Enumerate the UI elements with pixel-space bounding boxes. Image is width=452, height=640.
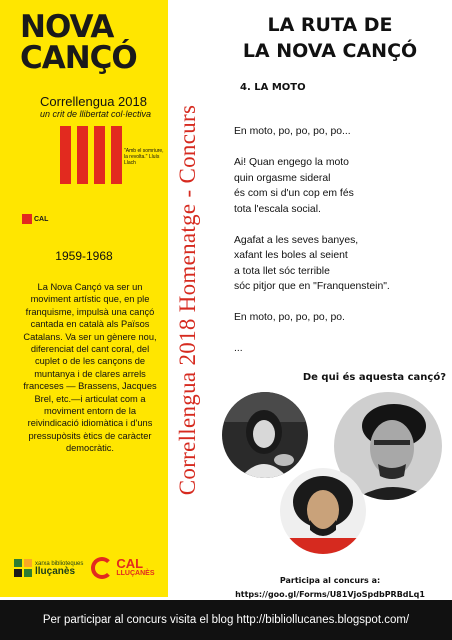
lyrics-stanza: [234, 310, 446, 326]
poster-title-line2: CANÇÓ: [20, 40, 137, 76]
lyrics-line: En moto, po, po, po, po.: [234, 312, 345, 323]
vertical-banner: [168, 0, 208, 597]
lyrics-line: Agafat a les seves banyes,: [234, 234, 359, 246]
cal-circle-icon: [91, 557, 113, 579]
page-title-line1: LA RUTA DE: [267, 14, 393, 36]
lyrics-line: En moto, po, po, po, po...: [234, 126, 351, 137]
xarxa-small-label: xarxa biblioteques: [35, 561, 84, 567]
lyrics-stanza: [234, 155, 446, 217]
history-text: La Nova Cançó va ser un moviment artístic que, en ple franquisme, impulsà una cançó cantada en català als Països Catalans. Va ser un gènere nou, diferenciat del cant coral, del cuplet o de les cançons de muntanya i de clares arrels franceses — Brassens, Jacques Brel, etc.—i articulat com a moviment entorn de la reivindicació idiomàtica i d'uns pressupòsits ètics de caràcter democràtic.: [23, 282, 157, 454]
senyera-stripes: [60, 126, 122, 184]
lyrics-stanza: [234, 124, 446, 140]
xarxa-blocks-icon: [14, 559, 32, 577]
lyrics-line: ...: [234, 343, 243, 354]
poster-cal-logo: [22, 214, 48, 224]
page-title-line2: LA NOVA CANÇÓ: [242, 40, 418, 62]
lyrics-line: sóc pitjor que en "Franquenstein".: [234, 281, 390, 292]
participa-label: Participa al concurs a:: [279, 576, 381, 585]
lyrics-line: quin orgasme sideral: [234, 172, 331, 184]
poster-title: [20, 9, 137, 76]
lyrics-line: xafant les boles al seient: [234, 250, 348, 261]
page-title: [208, 12, 452, 64]
correllengua-poster: [16, 8, 164, 230]
footer-blog-text[interactable]: Per participar al concurs visita el blog http://bibliollucanes.blogspot.com/: [42, 614, 410, 626]
lyrics-line: és com si d'un cop em fés: [234, 188, 354, 199]
sponsor-logos: [14, 548, 164, 588]
cal-mark-icon: [22, 214, 32, 224]
singer-photo-1: [222, 392, 308, 478]
lyrics-stanza: [234, 233, 446, 295]
song-lyrics: [234, 124, 446, 372]
poster-subtitle: Correllengua 2018: [40, 94, 147, 109]
cal-big-label: CAL: [116, 556, 144, 571]
lyrics-line: a tota llet sóc terrible: [234, 265, 330, 277]
cal-small-label: LLUÇANÈS: [116, 570, 155, 577]
quiz-question: De qui és aquesta cançó?: [302, 372, 446, 383]
singer-photo-3: [280, 468, 366, 554]
cal-llucanes-logo: [91, 557, 154, 579]
xarxa-big-label: lluçanès: [35, 566, 76, 577]
poster-quote: "Amb el somriure, la revolta." Lluís Llach: [124, 148, 164, 166]
contest-form-link[interactable]: https://goo.gl/Forms/U81VjoSpdbPRBdLq1: [235, 590, 425, 599]
lyrics-stanza: [234, 341, 446, 357]
poster-title-line1: NOVA: [20, 9, 114, 45]
footer-bar: [0, 600, 452, 640]
lyrics-line: tota l'escala social.: [234, 203, 321, 215]
left-column: [0, 0, 168, 597]
poster-brand: CAL: [34, 215, 49, 223]
xarxa-biblioteques-logo: [14, 559, 83, 577]
poster-tagline: un crit de llibertat col·lectiva: [40, 109, 152, 119]
vertical-banner-text: Correllengua 2018 Homenatge - Concurs: [175, 104, 200, 496]
song-section-title: 4. LA MOTO: [240, 82, 306, 93]
lyrics-line: Ai! Quan engego la moto: [234, 157, 349, 168]
years-range: 1959-1968: [55, 249, 113, 263]
